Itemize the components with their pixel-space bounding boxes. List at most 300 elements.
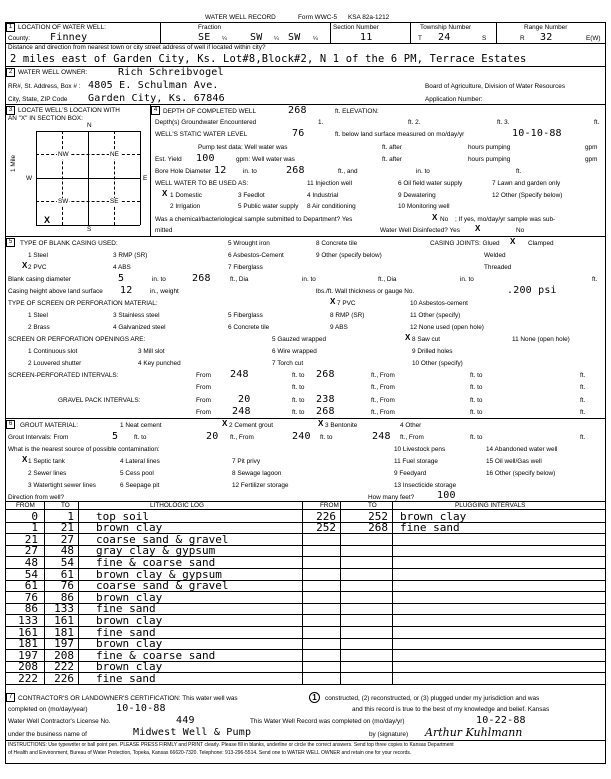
plug-from: 252 (316, 521, 336, 535)
log-to: 133 (54, 602, 74, 616)
log-from: 86 (24, 602, 38, 616)
divider (410, 22, 411, 44)
bore-in: in. to (243, 168, 257, 175)
pump-label: Pump test data: Well water was (198, 144, 288, 151)
quadrant-se: SE (110, 198, 119, 205)
gravel-2-from: 248 (232, 406, 251, 417)
use-irrigation: 2 Irrigation (170, 203, 201, 210)
use-oil: 4 Industrial (307, 192, 339, 199)
pump-gpm-1: gpm (585, 144, 598, 151)
gravel-2-to: 268 (316, 406, 335, 417)
use-label: WELL WATER TO BE USED AS: (155, 180, 249, 187)
screen-steel: 1 Steel (28, 312, 48, 319)
casing-label: TYPE OF BLANK CASING USED: (20, 240, 118, 247)
section-box-mile: 1 Mile (10, 154, 17, 172)
grout-cement: 2 Cement grout (229, 422, 274, 429)
perf-ft-to-2: ft. to (470, 372, 483, 379)
log-from: 0 (31, 509, 38, 523)
static-label: WELL'S STATIC WATER LEVEL (155, 131, 248, 138)
range-ew: E(W) (586, 35, 601, 42)
screen-asbestos: 10 Asbestos-cement (410, 300, 468, 307)
township-label: Township Number (420, 24, 472, 31)
log-description: brown clay (96, 637, 163, 651)
application-label: Application Number: (425, 96, 483, 103)
section-number-7: 7 (6, 693, 15, 702)
grout-to-2: 248 (372, 431, 391, 442)
by-signature-label: by (signature) (369, 731, 409, 738)
pump-after-1: ft. after (382, 144, 402, 151)
cert-line-1b: constructed, (2) reconstructed, or (3) plugged under my jurisdiction and was (325, 695, 540, 702)
use-feedlot: 3 Feedlot (238, 192, 265, 199)
log-to: 54 (60, 555, 74, 569)
rule (36, 154, 140, 155)
gravel-from-1: From (196, 397, 211, 404)
feet-value: 100 (437, 490, 456, 501)
perf-from-value: 248 (230, 369, 249, 380)
plug-to: 268 (368, 521, 388, 535)
log-to: 61 (60, 567, 74, 581)
chem-label: Was a chemical/bacteriological sample submitted to Department? Yes (155, 216, 353, 223)
divider (88, 131, 89, 225)
screen-abs: 9 ABS (330, 324, 348, 331)
grout-ft-from: ft., From (230, 434, 254, 441)
quadrant-sw: SW (58, 198, 69, 205)
screen-stainless: 3 Stainless steel (113, 312, 160, 319)
city-label: City, State, ZIP Code (8, 96, 68, 103)
perf-ft-1: ft. (580, 372, 586, 379)
screen-brass: 2 Brass (28, 324, 50, 331)
range-label: Range Number (524, 24, 568, 31)
log-from: 1 (31, 521, 38, 535)
log-to: 181 (54, 625, 74, 639)
section-box-label-1: LOCATE WELL'S LOCATION WITH (18, 107, 120, 114)
diam-value: 5 (118, 273, 125, 284)
township-value: 24 (438, 32, 451, 43)
section-number-label: Section Number (333, 24, 379, 31)
use-air: 6 Oil field water supply (398, 180, 463, 187)
perf-ft-to-3: ft. to (292, 384, 305, 391)
height-label: Casing height above land surface (8, 288, 103, 295)
quarter-mark-1: ¼ (222, 36, 227, 42)
use-lawn: 8 Air conditioning (307, 203, 356, 210)
contamination-label: What is the nearest source of possible contamination: (8, 446, 160, 453)
perf-ft-2: ft. (580, 384, 586, 391)
log-to: 222 (54, 660, 74, 674)
rule (36, 201, 140, 202)
chem-no: No (440, 216, 449, 223)
log-to: 76 (60, 579, 74, 593)
log-from: 222 (18, 671, 38, 685)
cert-circle-1: 1 (309, 692, 320, 703)
diam-label: Blank casing diameter (8, 276, 71, 283)
address-value: 4805 E. Schulman Ave. (88, 80, 219, 91)
groundwater-ft: ft. (594, 119, 600, 126)
contam-lagoon: 8 Sewage lagoon (232, 470, 282, 477)
contam-sewer: 2 Sewer lines (28, 470, 67, 477)
log-header-lithologic: LITHOLOGIC LOG (150, 502, 204, 509)
contam-feedyard: 12 Fertilizer storage (232, 482, 289, 489)
bore-ft: ft. (516, 168, 522, 175)
log-description: top soil (96, 509, 149, 523)
log-description: brown clay (96, 590, 163, 604)
use-public: 11 Injection well (307, 180, 352, 187)
log-to: 197 (54, 637, 74, 651)
license-label: Water Well Contractor's License No. (8, 718, 111, 725)
opening-mill: 3 Mill slot (138, 348, 165, 355)
fraction-label: Fraction (198, 24, 222, 31)
yield-label: Est. Yield (155, 156, 182, 163)
log-description: coarse sand & gravel (96, 532, 229, 546)
static-tail: ft. below land surface measured on mo/day/yr (335, 131, 465, 138)
log-to: 161 (54, 613, 74, 627)
pump-after-2: ft. after (382, 156, 402, 163)
opening-saw: 8 Saw cut (412, 336, 441, 343)
grout-label: GROUT MATERIAL: (20, 422, 78, 429)
perf-ft-to-4: ft. to (470, 384, 483, 391)
divider (140, 131, 141, 225)
mitted: mitted (155, 227, 173, 234)
quadrant-nw: NW (58, 151, 69, 158)
plug-description: brown clay (400, 509, 467, 523)
quarter-2: SW (250, 32, 263, 43)
distance-label: Distance and direction from nearest town or city street address of well if located within city? (8, 44, 266, 51)
log-from: 21 (24, 532, 38, 546)
weight-tail: lbs./ft. Wall thickness or gauge No. (316, 288, 415, 295)
use-dewatering: 9 Dewatering (398, 192, 436, 199)
perf-from-1: From (196, 372, 211, 379)
log-description: brown clay (96, 660, 163, 674)
log-description: fine sand (96, 602, 156, 616)
log-from: 133 (18, 613, 38, 627)
section-box-label-2: AN "X" IN SECTION BOX: (8, 115, 83, 122)
groundwater-3: ft. 3. (497, 119, 510, 126)
screen-pvc: 7 PVC (337, 300, 356, 307)
frame-left (5, 22, 6, 764)
diam-ft: ft., Dia (378, 276, 397, 283)
log-description: gray clay & gypsum (96, 544, 216, 558)
log-from: 161 (18, 625, 38, 639)
section-box-n: N (87, 122, 92, 129)
opening-gauzed: 5 Gauzed wrapped (272, 336, 327, 343)
city-value: Garden City, Ks. 67846 (88, 93, 225, 104)
frame-top (5, 22, 606, 23)
completed-label: completed on (mo/day/year) (8, 706, 88, 713)
business-value: Midwest Well & Pump (133, 727, 252, 738)
plug-description: fine sand (400, 521, 460, 535)
instructions-2: of Health and Environment, Bureau of Water Protection, Topeka, Kansas 66620-7320. Telephone: 913-296-5514. Send one to WATER WELL OWNER and retain one for your records. (8, 750, 412, 756)
depth-value: 268 (288, 105, 307, 116)
casing-rmp: 3 RMP (SR) (113, 252, 148, 259)
casing-asbestos: 6 Asbestos-Cement (228, 252, 284, 259)
log-column-rule (340, 501, 341, 684)
section-number-6: 6 (6, 420, 15, 429)
quarter-mark-3: ¼ (313, 36, 318, 42)
groundwater-1: 1. (318, 119, 324, 126)
log-to: 208 (54, 648, 74, 662)
log-header-to: TO (61, 502, 70, 509)
perf-ft-from-2: ft., From (371, 384, 395, 391)
screen-fiberglass: 5 Fiberglass (228, 312, 263, 319)
pump-gpm-2: gpm (585, 156, 598, 163)
plug-from: 226 (316, 509, 336, 523)
section-number-2: 2 (6, 68, 15, 77)
use-injection: 7 Lawn and garden only (492, 180, 561, 187)
log-from: 197 (18, 648, 38, 662)
screen-concrete: 6 Concrete tile (228, 324, 270, 331)
distance-value: 2 miles east of Garden City, Ks. Lot#8,Block#2, N 1 of the 6 PM, Terrace Estates (10, 53, 527, 65)
grout-neat: 1 Neat cement (120, 422, 162, 429)
contam-septic-mark: X (22, 455, 28, 464)
grout-to-1: 20 (206, 431, 219, 442)
address-label: RR#, St. Address, Box # : (8, 83, 81, 90)
chem-tail: ; If yes, mo/day/yr sample was sub- (455, 216, 556, 223)
board-label: Board of Agriculture, Division of Water Resources (425, 83, 566, 90)
diam-in-to-2: in. to (460, 276, 474, 283)
casing-concrete: 8 Concrete tile (316, 240, 358, 247)
feet-label: How many feet? (368, 494, 415, 501)
log-header-from: FROM (16, 502, 35, 509)
divider (496, 22, 497, 44)
gravel-ft-to-4: ft. to (470, 409, 483, 416)
opening-drilled: 9 Drilled holes (412, 348, 453, 355)
use-domestic-mark: X (162, 189, 168, 198)
screen-none: 12 None used (open hole) (410, 324, 484, 331)
contam-fertilizer: 9 Feedyard (394, 470, 427, 477)
license-value: 449 (176, 715, 195, 726)
log-column-rule (44, 501, 45, 684)
grout-bentonite-mark: X (318, 419, 324, 428)
section-number-5: 5 (6, 238, 15, 247)
yield-tail: gpm: Well water was (236, 156, 295, 163)
rule (5, 740, 606, 741)
grout-ft-to-2: ft. to (320, 434, 333, 441)
casing-other: 9 Other (specify below) (316, 252, 382, 259)
pump-hours-2: hours pumping (468, 156, 511, 163)
divider (114, 131, 115, 225)
bore-tail: ft., and (338, 168, 358, 175)
log-column-rule (392, 501, 393, 684)
divider (330, 22, 331, 44)
township-s: S (482, 35, 487, 42)
perf-from-2: From (196, 384, 211, 391)
log-column-rule (302, 501, 303, 684)
contam-fuel: 11 Fuel storage (394, 458, 438, 465)
joints-threaded: Threaded (484, 264, 512, 271)
rule (5, 418, 606, 419)
gravel-ft-from-1: ft., From (371, 397, 395, 404)
section-box-e: E (143, 175, 148, 182)
gauge-value: .200 psi (507, 285, 557, 296)
log-to: 86 (60, 590, 74, 604)
section-number-value: 11 (360, 32, 373, 43)
gravel-ft-1: ft. (580, 397, 586, 404)
chem-no-mark: X (432, 213, 438, 222)
county-value: Finney (50, 32, 88, 43)
use-monitoring: 10 Monitoring well (398, 203, 450, 210)
grout-ft-to-3: ft. to (470, 434, 483, 441)
casing-pvc-mark: X (22, 261, 28, 270)
business-label: under the business name of (8, 731, 87, 738)
contam-pit: 7 Pit privy (232, 458, 261, 465)
bore-label: Bore Hole Diameter (155, 168, 212, 175)
quarter-1: SE (198, 32, 211, 43)
log-from: 27 (24, 544, 38, 558)
log-column-rule (78, 501, 79, 684)
joints-clamped: Clamped (528, 240, 554, 247)
log-to: 27 (60, 532, 74, 546)
grout-intervals-label: Grout Intervals: From (8, 434, 69, 441)
log-from: 208 (18, 660, 38, 674)
casing-fiberglass: 7 Fiberglass (228, 264, 263, 271)
rule (5, 66, 606, 67)
groundwater-2: ft. 2. (408, 119, 421, 126)
diam-to: in. to (152, 276, 166, 283)
signature: Arthur Kuhlmann (425, 726, 523, 739)
divider (62, 131, 63, 225)
contam-insecticide: 13 Insecticide storage (394, 482, 457, 489)
quarter-mark-2: ¼ (274, 36, 279, 42)
grout-ft-to-1: ft. to (134, 434, 147, 441)
log-to: 226 (54, 671, 74, 685)
log-description: fine sand (96, 625, 156, 639)
completed-value: 10-10-88 (116, 703, 166, 714)
gravel-1-to: 238 (316, 394, 335, 405)
contam-oil: 15 Oil well/Gas well (486, 458, 542, 465)
contam-lateral: 4 Lateral lines (120, 458, 160, 465)
grout-ft: ft. (580, 434, 586, 441)
gravel-ft-2: ft. (580, 409, 586, 416)
log-from: 54 (24, 567, 38, 581)
joints-glued-mark: X (510, 237, 516, 246)
grout-from-1: 5 (112, 431, 119, 442)
rule (36, 225, 140, 226)
pump-hours-1: hours pumping (468, 144, 511, 151)
section-number-1: 1 (6, 23, 15, 32)
well-location-mark: X (44, 215, 51, 225)
cert-line-1: CONTRACTOR'S OR LANDOWNER'S CERTIFICATION: This water well was (18, 695, 238, 702)
section-number-4: 4 (151, 106, 160, 115)
plug-header-from: FROM (320, 502, 339, 509)
gravel-from-2: From (196, 409, 211, 416)
log-description: fine & coarse sand (96, 555, 216, 569)
gravel-ft-to-2: ft. to (470, 397, 483, 404)
range-value: 32 (540, 32, 553, 43)
static-value: 76 (292, 128, 305, 139)
use-industrial: 5 Public water supply (238, 203, 299, 210)
log-description: brown clay (96, 613, 163, 627)
grout-ft-from-2: ft., From (400, 434, 424, 441)
direction-label: Direction from well? (8, 494, 65, 501)
log-from: 181 (18, 637, 38, 651)
location-label: LOCATION OF WATER WELL: (18, 24, 106, 31)
grout-cement-mark: X (222, 419, 228, 428)
log-from: 48 (24, 555, 38, 569)
perf-ft-from-1: ft., From (371, 372, 395, 379)
elevation-label: ft. ELEVATION: (335, 108, 379, 115)
screen-pvc-mark: X (330, 297, 336, 306)
height-tail: in., weight (150, 288, 179, 295)
log-description: brown clay & gypsum (96, 567, 222, 581)
plug-header-to: TO (368, 502, 377, 509)
completed-tail: and this record is true to the best of my knowledge and belief. Kansas (352, 706, 550, 713)
log-to: 21 (60, 521, 74, 535)
groundwater-label: Depth(s) Groundwater Encountered (155, 119, 257, 126)
license-tail: This Water Well Record was completed on (mo/day/yr) (250, 718, 405, 725)
plug-to: 252 (368, 509, 388, 523)
log-description: fine & coarse sand (96, 648, 216, 662)
use-domestic: 1 Domestic (170, 192, 202, 199)
grout-other: 4 Other (400, 422, 422, 429)
contam-seepage: 6 Seepage pit (120, 482, 160, 489)
log-from: 61 (24, 579, 38, 593)
grout-bentonite: 3 Bentonite (325, 422, 358, 429)
yield-value: 100 (196, 153, 215, 164)
screen-rmp: 8 RMP (SR) (330, 312, 365, 319)
grout-from-2: 240 (292, 431, 311, 442)
disinfect-no: No (516, 227, 525, 234)
quadrant-ne: NE (110, 151, 119, 158)
log-to: 48 (60, 544, 74, 558)
gravel-label: GRAVEL PACK INTERVALS: (58, 397, 141, 404)
joints-welded: Welded (484, 252, 506, 259)
gravel-ft-from-2: ft., From (371, 409, 395, 416)
instructions-1: INSTRUCTIONS: Use typewriter or ball point pen. PLEASE PRESS FIRMLY and PRINT clearly. Please fill in blanks, underline or circle the correct answers. Send top three copies to Kansas Department (8, 742, 454, 748)
disinfect-label: Water Well Disinfected? Yes (380, 227, 460, 234)
contam-livestock: 10 Livestock pens (394, 446, 446, 453)
bore-in-2: in. to (416, 168, 430, 175)
township-t: T (418, 35, 422, 42)
divider (160, 22, 161, 44)
owner-label: WATER WELL OWNER: (18, 69, 88, 76)
opening-continuous: 1 Continuous slot (28, 348, 78, 355)
section-box-s: S (87, 226, 92, 233)
perf-label: SCREEN-PERFORATED INTERVALS: (8, 372, 119, 379)
opening-key: 4 Key punched (138, 360, 181, 367)
contam-watertight: 3 Watertight sewer lines (28, 482, 96, 489)
gravel-ft-to-1: ft. to (292, 397, 305, 404)
county-label: County: (8, 35, 31, 42)
section-box-w: W (26, 175, 33, 182)
use-other: 12 Other (Specify below) (492, 192, 563, 199)
casing-abs: 4 ABS (113, 264, 131, 271)
contam-abandoned: 14 Abandoned water well (486, 446, 558, 453)
diam-in-to: in. to (302, 276, 316, 283)
diam-ft-dia: ft., Dia (230, 276, 249, 283)
log-to: 1 (67, 509, 74, 523)
contam-cess: 5 Cess pool (120, 470, 154, 477)
height-value: 12 (120, 285, 133, 296)
opening-louvered: 2 Louvered shutter (28, 360, 82, 367)
contam-other: 16 Other (specify below) (486, 470, 556, 477)
form-title: WATER WELL RECORD (205, 14, 276, 21)
frame-right (605, 22, 606, 764)
log-description: fine sand (96, 671, 156, 685)
bore-depth: 268 (286, 165, 305, 176)
opening-none: 11 None (open hole) (512, 336, 570, 343)
plug-header-intervals: PLUGGING INTERVALS (455, 502, 526, 509)
joints-label: CASING JOINTS: Glued (430, 240, 500, 247)
screen-other: 11 Other (specify) (410, 312, 461, 319)
record-date: 10-22-88 (476, 715, 526, 726)
log-description: coarse sand & gravel (96, 579, 229, 593)
screen-galvanized: 4 Galvanized steel (113, 324, 166, 331)
screen-label: TYPE OF SCREEN OR PERFORATION MATERIAL: (8, 300, 158, 307)
diam-ft-2: ft. (592, 276, 598, 283)
rule (5, 763, 606, 764)
form-number: Form WWC-5 (298, 14, 338, 21)
perf-to-value: 268 (316, 369, 335, 380)
casing-pvc: 2 PVC (28, 264, 47, 271)
